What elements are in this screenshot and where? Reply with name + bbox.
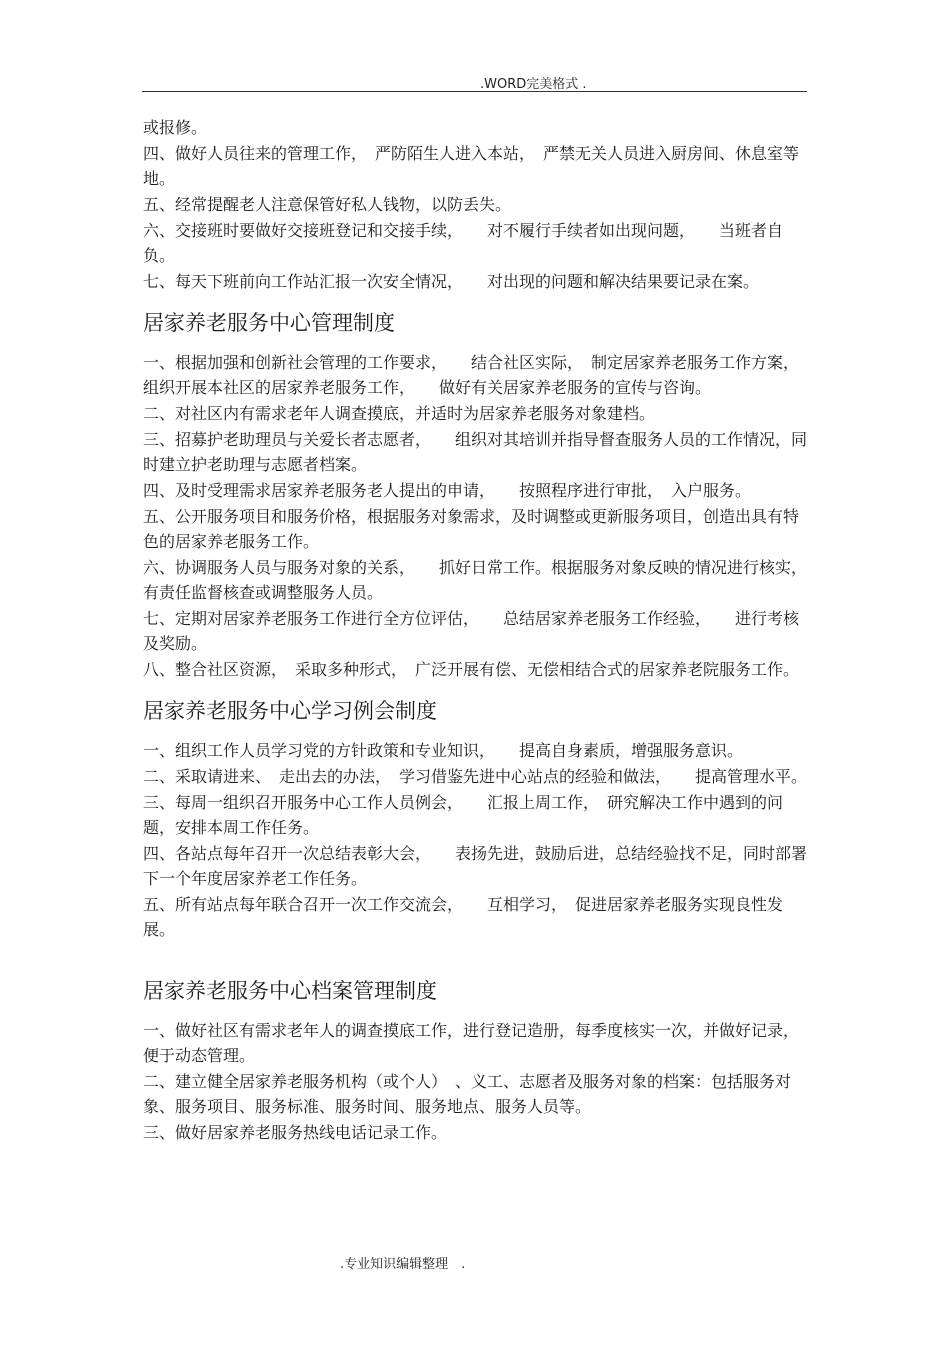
paragraph: 八、整合社区资源， 采取多种形式， 广泛开展有偿、无偿相结合式的居家养老院服务工作。 [143, 660, 800, 679]
paragraph: 二、对社区内有需求老年人调查摸底，并适时为居家养老服务对象建档。 [143, 404, 656, 423]
paragraph: 二、建立健全居家养老服务机构（或个人） 、义工、志愿者及服务对象的档案：包括服务对象、服务项目、服务标准、服务时间、服务地点、服务人员等。 [143, 1072, 792, 1116]
paragraph: 六、协调服务人员与服务对象的关系， 抓好日常工作。根据服务对象反映的情况进行核实，有责任监督核查或调整服务人员。 [143, 558, 808, 602]
page-footer: .专业知识编辑整理 . [340, 1257, 466, 1272]
paragraph: 二、采取请进来、 走出去的办法， 学习借鉴先进中心站点的经验和做法， 提高管理水平。 [143, 767, 808, 786]
paragraph: 四、做好人员往来的管理工作， 严防陌生人进入本站， 严禁无关人员进入厨房间、休息室等地。 [143, 144, 800, 188]
paragraph: 七、每天下班前向工作站汇报一次安全情况， 对出现的问题和解决结果要记录在案。 [143, 272, 760, 291]
section-title-management: 居家养老服务中心管理制度 [143, 311, 395, 335]
paragraph: 七、定期对居家养老服务工作进行全方位评估， 总结居家养老服务工作经验， 进行考核及奖励。 [143, 609, 800, 653]
paragraph: 三、做好居家养老服务热线电话记录工作。 [143, 1123, 448, 1142]
paragraph: 一、组织工作人员学习党的方针政策和专业知识， 提高自身素质，增强服务意识。 [143, 741, 744, 760]
paragraph: 或报修。 [143, 118, 208, 137]
paragraph: 三、招募护老助理员与关爱长者志愿者， 组织对其培训并指导督查服务人员的工作情况，同时建立护老助理与志愿者档案。 [143, 430, 808, 474]
paragraph: 五、经常提醒老人注意保管好私人钱物，以防丢失。 [143, 195, 512, 214]
paragraph: 四、及时受理需求居家养老服务老人提出的申请， 按照程序进行审批， 入户服务。 [143, 481, 752, 500]
paragraph: 四、各站点每年召开一次总结表彰大会， 表扬先进，鼓励后进，总结经验找不足，同时部署下一个年度居家养老工作任务。 [143, 844, 808, 888]
paragraph: 一、做好社区有需求老年人的调查摸底工作，进行登记造册，每季度核实一次，并做好记录，便于动态管理。 [143, 1021, 800, 1065]
paragraph: 六、交接班时要做好交接班登记和交接手续， 对不履行手续者如出现问题， 当班者自负。 [143, 221, 784, 265]
section-title-archive: 居家养老服务中心档案管理制度 [143, 979, 437, 1003]
paragraph: 一、根据加强和创新社会管理的工作要求， 结合社区实际， 制定居家养老服务工作方案，组织开展本社区的居家养老服务工作， 做好有关居家养老服务的宣传与咨询。 [143, 353, 800, 397]
paragraph: 五、所有站点每年联合召开一次工作交流会， 互相学习， 促进居家养老服务实现良性发展。 [143, 895, 784, 939]
paragraph: 五、公开服务项目和服务价格，根据服务对象需求，及时调整或更新服务项目，创造出具有特色的居家养老服务工作。 [143, 507, 800, 551]
paragraph: 三、每周一组织召开服务中心工作人员例会， 汇报上周工作， 研究解决工作中遇到的问题，安排本周工作任务。 [143, 793, 784, 837]
section-title-study-meeting: 居家养老服务中心学习例会制度 [143, 699, 437, 723]
header-divider [142, 91, 807, 92]
page-header: .WORD完美格式 . [480, 77, 587, 92]
document-body [143, 115, 808, 1146]
